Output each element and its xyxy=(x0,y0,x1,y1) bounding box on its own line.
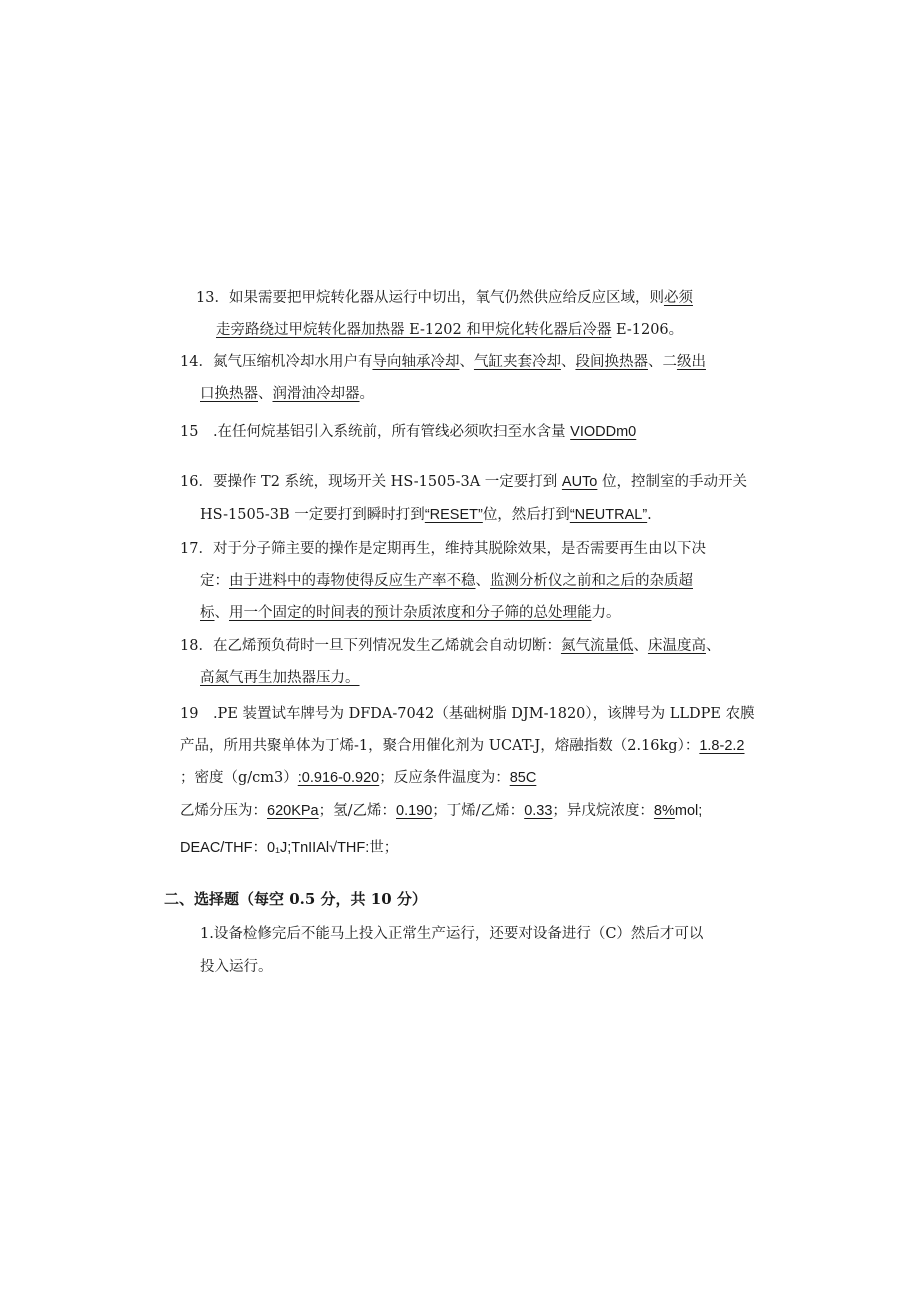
q19-line1 xyxy=(180,704,755,724)
q17-answer-2-cont: 标 xyxy=(200,605,215,621)
q17-text: 17．对于分子筛主要的操作是定期再生，维持其脱除效果，是否需要再生由以下决 xyxy=(180,541,706,557)
q13-text-end: E-1206。 xyxy=(611,322,684,338)
q13-answer: 必须 xyxy=(663,290,693,306)
q19-butene-ratio: 0.33 xyxy=(524,803,553,819)
q19-text-2: 产品，所用共聚单体为丁烯-1，聚合用催化剂为 UCAT-J，熔融指数（2.16kg）： xyxy=(180,738,700,754)
q13-line1 xyxy=(196,288,693,308)
q14-line2 xyxy=(200,384,374,404)
q16-text-3: 位，然后打到 xyxy=(482,507,570,523)
q17-answer-2: 监测分析仪之前和之后的杂质超 xyxy=(490,573,693,589)
q18-answer-2: 床温度高 xyxy=(647,638,706,654)
q14-line1 xyxy=(180,352,706,372)
q14-answer-4: 级出 xyxy=(676,354,706,370)
q17-answer-1: 由于进料中的毒物使得反应生产率不稳 xyxy=(229,573,476,589)
q19-line5 xyxy=(180,838,398,858)
q19-text-4c: ；丁烯/乙烯： xyxy=(432,803,525,819)
q16-end: . xyxy=(647,507,652,523)
q14-answer-1: 导向轴承冷却 xyxy=(372,354,460,370)
q14-answer-4-cont: 口换热器 xyxy=(200,386,258,402)
q19-temperature: 85C xyxy=(509,770,537,786)
q18-answer-3: 高氮气再生加热器压力。 xyxy=(200,670,360,686)
q13-text: 13．如果需要把甲烷转化器从运行中切出，氧气仍然供应给反应区域，则 xyxy=(196,290,664,306)
q19-line4 xyxy=(180,801,702,821)
q15-text: 15 .在任何烷基铝引入系统前，所有管线必须吹扫至水含量 xyxy=(180,424,571,440)
q17-line3 xyxy=(200,603,621,623)
q19-text-1: 19 .PE 装置试车牌号为 DFDA-7042（基础树脂 DJM-1820），该牌号为 LLDPE 农膜 xyxy=(180,706,755,722)
q16-answer-2: “RESET” xyxy=(424,507,483,523)
q16-text-2: HS-1505-3B 一定要打到瞬时打到 xyxy=(200,507,425,523)
q17-line1 xyxy=(180,539,706,559)
q13-answer-cont: 走旁路绕过甲烷转化器加热器 E-1202 和甲烷化转化器后冷器 xyxy=(216,322,612,338)
q14-answer-3: 段间换热器 xyxy=(575,354,648,370)
q14-answer-2: 气缸夹套冷却 xyxy=(473,354,561,370)
section2-title xyxy=(164,889,427,909)
q17-line2 xyxy=(200,571,693,591)
q16-line1 xyxy=(180,472,747,492)
q17-text-2: 定： xyxy=(200,573,229,589)
q16-text-b: 位，控制室的手动开关 xyxy=(597,474,747,490)
q14-text: 14．氮气压缩机冷却水用户有 xyxy=(180,354,373,370)
q19-line3 xyxy=(180,768,536,788)
q13-line2 xyxy=(216,320,683,340)
section2-q1-line2 xyxy=(200,957,273,977)
q16-text: 16．要操作 T2 系统，现场开关 HS-1505-3A 一定要打到 xyxy=(180,474,562,490)
q14-sep: 、二 xyxy=(647,354,677,370)
section2-title-text: 二、选择题（每空 0.5 分，共 10 分） xyxy=(164,890,427,908)
q19-line2 xyxy=(180,736,745,756)
q17-answer-3: 用一个固定的时间表的预计杂质浓度和分子筛的总处理能 xyxy=(229,605,592,621)
q19-h2-ratio: 0.190 xyxy=(396,803,433,819)
q19-text-4e: mol; xyxy=(674,803,703,819)
q16-answer-3: “NEUTRAL” xyxy=(569,507,648,523)
q18-line1 xyxy=(180,636,720,656)
q18-line2 xyxy=(200,668,360,688)
q19-text-5: DEAC/THF：0₁J;TnIIAl√THF:世； xyxy=(180,840,399,856)
q14-sep: 、 xyxy=(560,354,576,370)
section2-q1-line1 xyxy=(200,924,703,944)
q14-end: 。 xyxy=(359,386,374,402)
q16-line2 xyxy=(200,505,652,525)
q19-density: :0.916-0.920 xyxy=(297,770,380,786)
q19-text-3: ；密度（g/cm3） xyxy=(180,770,298,786)
q17-sep: 、 xyxy=(214,605,229,621)
section2-q1-text-2: 投入运行。 xyxy=(200,959,273,975)
q18-text: 18．在乙烯预负荷时一旦下列情况发生乙烯就会自动切断： xyxy=(180,638,561,654)
q19-ethylene-pressure: 620KPa xyxy=(267,803,319,819)
q18-sep-end: 、 xyxy=(705,638,721,654)
q15-line xyxy=(180,422,636,442)
q19-text-3b: ；反应条件温度为： xyxy=(379,770,510,786)
q14-answer-5: 润滑油冷却器 xyxy=(272,386,360,402)
q19-isopentane: 8% xyxy=(653,803,675,819)
q17-end: 力。 xyxy=(591,605,621,621)
q19-text-4d: ；异戊烷浓度： xyxy=(552,803,654,819)
section2-q1-text: 1.设备检修完后不能马上投入正常生产运行，还要对设备进行（C）然后才可以 xyxy=(200,926,704,942)
q14-sep: 、 xyxy=(459,354,474,370)
q16-answer-1: AUTo xyxy=(561,474,598,490)
q14-sep: 、 xyxy=(258,386,273,402)
q19-text-4: 乙烯分压为： xyxy=(180,803,267,819)
q18-answer-1: 氮气流量低 xyxy=(560,638,634,654)
q19-text-4b: ；氢/乙烯： xyxy=(318,803,396,819)
q17-sep: 、 xyxy=(475,573,490,589)
q19-melt-index: 1.8-2.2 xyxy=(699,738,745,754)
q18-sep: 、 xyxy=(633,638,648,654)
q15-answer: VIODDm0 xyxy=(570,424,637,440)
